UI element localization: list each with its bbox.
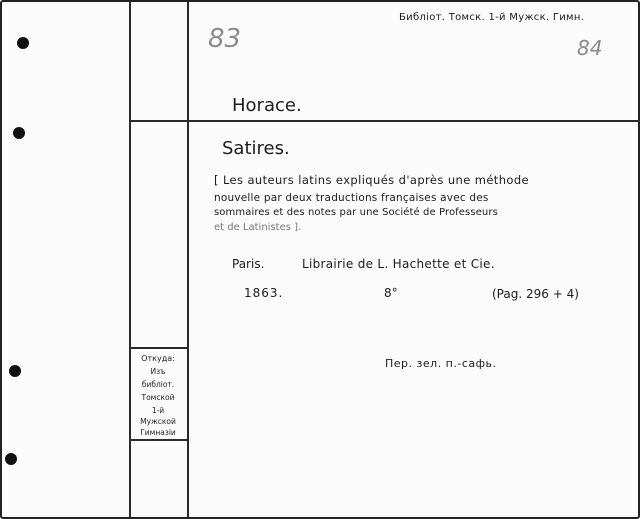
right-rule bbox=[187, 2, 189, 517]
title: Satires. bbox=[222, 138, 290, 159]
provenance-line: Гимназіи bbox=[140, 428, 176, 437]
provenance-line: Томской bbox=[141, 393, 175, 402]
series-line-2: nouvelle par deux traductions françaises avec des bbox=[214, 192, 489, 204]
heading-rule bbox=[129, 120, 640, 122]
punch-hole bbox=[5, 453, 17, 465]
series-line-3: sommaires et des notes par une Société de Professeurs bbox=[214, 207, 498, 218]
publisher: Librairie de L. Hachette et Cie. bbox=[302, 257, 495, 271]
year: 1863. bbox=[244, 286, 284, 300]
provenance-line: библіот. bbox=[141, 380, 175, 389]
library-stamp: Библіот. Томск. 1-й Мужск. Гимн. bbox=[399, 12, 585, 23]
pagination: (Pag. 296 + 4) bbox=[492, 287, 579, 301]
format: 8° bbox=[384, 286, 398, 300]
provenance-line: Мужской bbox=[140, 417, 176, 426]
author: Horace. bbox=[232, 95, 302, 116]
punch-hole bbox=[9, 365, 21, 377]
side-box-top bbox=[129, 347, 187, 349]
punch-hole bbox=[17, 37, 29, 49]
pencil-number-left: 83 bbox=[208, 24, 242, 54]
series-line-4: et de Latinistes ]. bbox=[214, 222, 302, 233]
provenance-line: Изъ bbox=[150, 367, 166, 376]
series-line-1: [ Les auteurs latins expliqués d'après une méthode bbox=[214, 173, 530, 187]
side-box-bottom bbox=[129, 439, 187, 441]
provenance-line: 1-й bbox=[151, 406, 165, 415]
place: Paris. bbox=[232, 257, 265, 271]
provenance-label: Откуда: bbox=[141, 354, 175, 363]
pencil-number-right: 84 bbox=[577, 36, 603, 60]
binding-note: Пер. зел. п.-сафь. bbox=[385, 357, 497, 370]
punch-hole bbox=[13, 127, 25, 139]
